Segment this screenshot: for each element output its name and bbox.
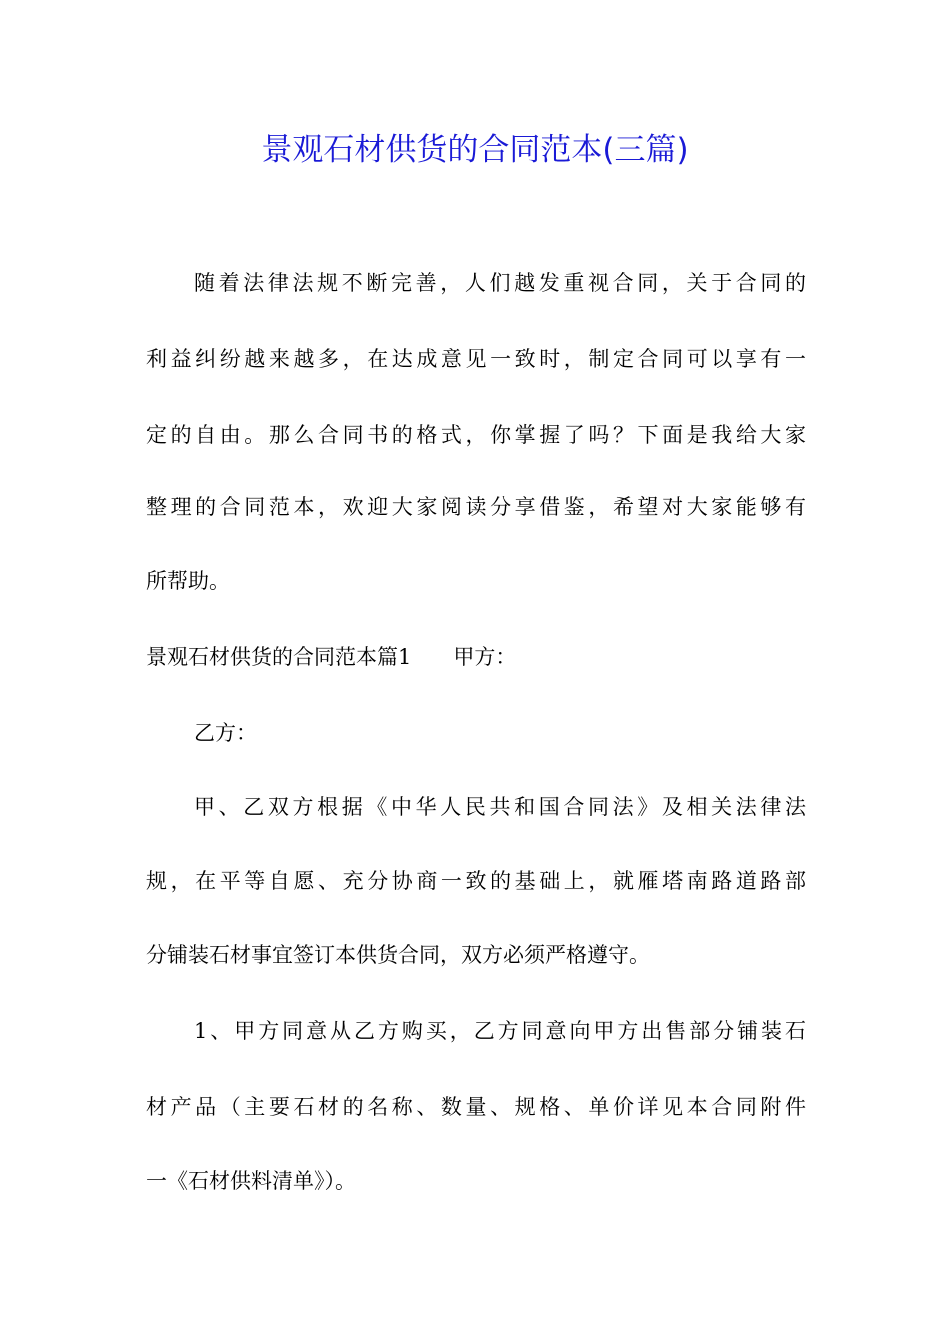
paragraph-line: 随着法律法规不断完善，人们越发重视合同，关于合同的 [194,271,806,295]
paragraph-line: 分铺装石材事宜签订本供货合同，双方必须严格遵守。 [146,943,650,967]
paragraph-line: 规，在平等自愿、充分协商一致的基础上，就雁塔南路道路部 [146,869,806,893]
paragraph-line: 整理的合同范本，欢迎大家阅读分享借鉴，希望对大家能够有 [146,495,806,519]
clause-line: 材产品（主要石材的名称、数量、规格、单价详见本合同附件 [146,1095,806,1119]
paragraph-line: 定的自由。那么合同书的格式，你掌握了吗？下面是我给大家 [146,423,806,447]
document-title: 景观石材供货的合同范本(三篇) [261,132,689,168]
party-b-line: 乙方： [194,721,257,745]
paragraph-line: 利益纠纷越来越多，在达成意见一致时，制定合同可以享有一 [146,347,806,371]
paragraph-line: 所帮助。 [146,569,230,593]
clause-line: 一《石材供料清单》）。 [146,1169,356,1193]
section-heading-line: 景观石材供货的合同范本篇1 甲方： [146,645,517,669]
clause-line: 1、甲方同意从乙方购买，乙方同意向甲方出售部分铺装石 [194,1019,806,1043]
paragraph-line: 甲、乙双方根据《中华人民共和国合同法》及相关法律法 [194,795,806,819]
